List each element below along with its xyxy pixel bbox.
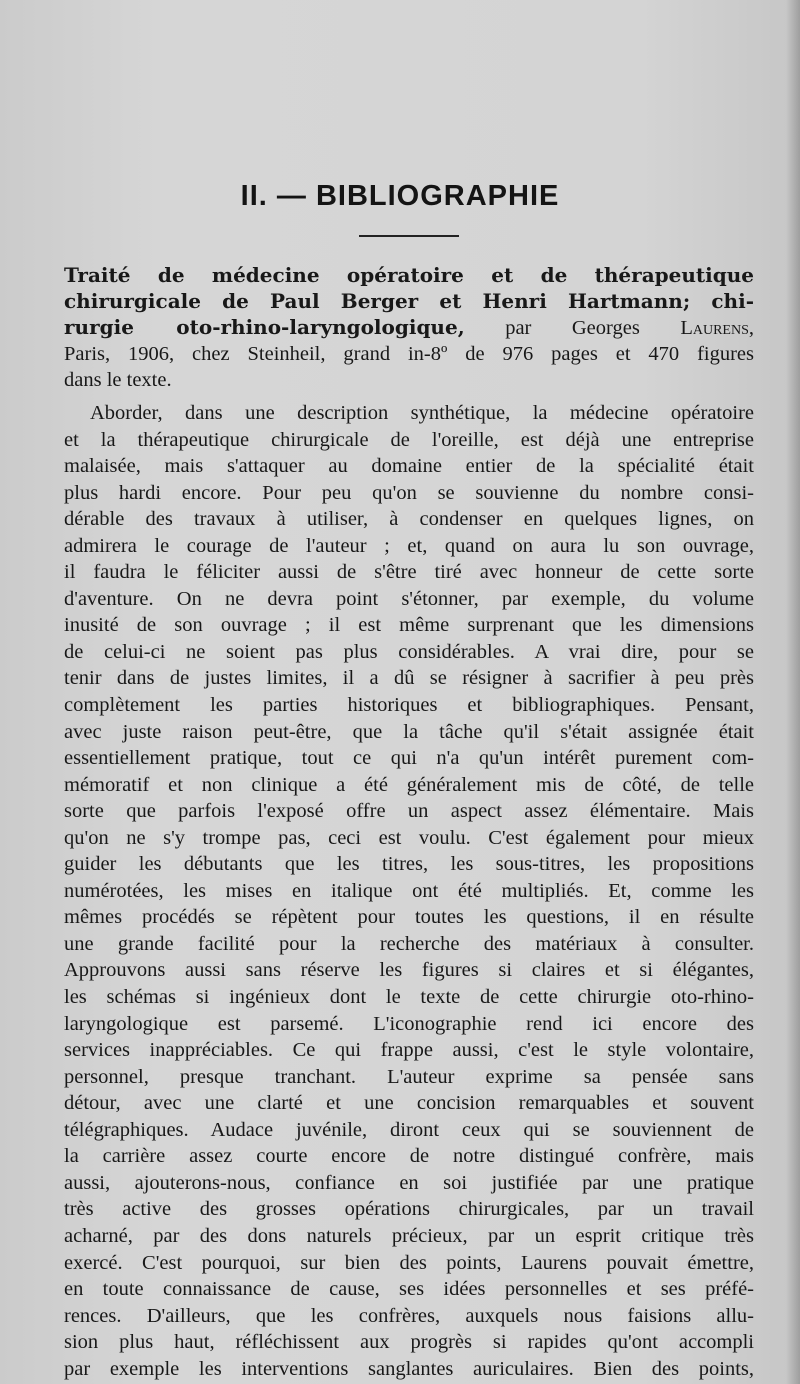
body-line: télégraphiques. Audace juvénile, diront ceux qui se souviennent de (64, 1118, 754, 1141)
bibliographic-citation (64, 262, 754, 393)
citation-line-3 (64, 314, 754, 341)
body-line: détour, avec une clarté et une concision remarquables et souvent (64, 1092, 754, 1115)
body-line: essentiellement pratique, tout ce qui n'a qu'un intérêt purement com- (64, 747, 754, 770)
body-line: mémoratif et non clinique a été généralement mis de côté, de telle (64, 773, 754, 796)
body-line: les schémas si ingénieux dont le texte de cette chirurgie oto-rhino- (64, 986, 754, 1009)
body-line: complètement les parties historiques et bibliographiques. Pensant, (64, 694, 754, 717)
heading-rule (359, 235, 459, 237)
citation-line-5: dans le texte. (64, 369, 172, 391)
body-line: sorte que parfois l'exposé offre un aspect assez élémentaire. Mais (64, 800, 754, 823)
citation-line-2: chirurgicale de Paul Berger et Henri Hartmann; chi- (64, 289, 754, 313)
body-line: et la thérapeutique chirurgicale de l'oreille, est déjà une entreprise (64, 428, 754, 451)
body-line: personnel, presque tranchant. L'auteur exprime sa pensée sans (64, 1065, 754, 1088)
body-line: une grande facilité pour la recherche des matériaux à consulter. (64, 932, 754, 955)
body-line: admirera le courage de l'auteur ; et, quand on aura lu son ouvrage, (64, 534, 754, 557)
body-line: avec juste raison peut-être, que la tâche qu'il s'était assignée était (64, 720, 754, 743)
body-line: en toute connaissance de cause, ses idées personnelles et ses préfé- (64, 1278, 754, 1301)
body-line: mêmes procédés se répètent pour toutes les questions, il en résulte (64, 906, 754, 929)
body-line: Aborder, dans une description synthétique, la médecine opératoire (90, 402, 754, 424)
citation-line-1: Traité de médecine opératoire et de thérapeutique (64, 263, 754, 287)
review-body (64, 400, 754, 1382)
body-line: Approuvons aussi sans réserve les figures si claires et si élégantes, (64, 959, 754, 982)
body-line: malaisée, mais s'attaquer au domaine entier de la spécialité était (64, 455, 754, 478)
body-line: il faudra le féliciter aussi de s'être tiré avec honneur de cette sorte (64, 561, 754, 584)
body-line: aussi, ajouterons-nous, confiance en soi justifiée par une pratique (64, 1171, 754, 1194)
body-line: dérable des travaux à utiliser, à condenser en quelques lignes, on (64, 508, 754, 531)
body-line: de celui-ci ne soient pas plus considérables. A vrai dire, pour se (64, 640, 754, 663)
body-line: plus hardi encore. Pour peu qu'on se souvienne du nombre consi- (64, 481, 754, 504)
body-line: services inappréciables. Ce qui frappe aussi, c'est le style volontaire, (64, 1039, 754, 1062)
section-heading: II. — BIBLIOGRAPHIE (240, 180, 560, 212)
body-line: sion plus haut, réfléchissent aux progrès si rapides qu'ont accompli (64, 1331, 754, 1354)
body-line: qu'on ne s'y trompe pas, ceci est voulu. C'est également pour mieux (64, 826, 754, 849)
citation-line-4: Paris, 1906, chez Steinheil, grand in-8º de 976 pages et 470 figures (64, 343, 754, 365)
body-line: guider les débutants que les titres, les sous-titres, les propositions (64, 853, 754, 876)
body-line: rences. D'ailleurs, que les confrères, auxquels nous faisions allu- (64, 1304, 754, 1327)
body-line: acharné, par des dons naturels précieux, par un esprit critique très (64, 1224, 754, 1247)
body-line: par exemple les interventions sanglantes auriculaires. Bien des points, (64, 1357, 754, 1380)
body-line: d'aventure. On ne devra point s'étonner, par exemple, du volume (64, 587, 754, 610)
body-line: numérotées, les mises en italique ont été multipliés. Et, comme les (64, 879, 754, 902)
body-line: exercé. C'est pourquoi, sur bien des points, Laurens pouvait émettre, (64, 1251, 754, 1274)
body-line: inusité de son ouvrage ; il est même surprenant que les dimensions (64, 614, 754, 637)
citation-title-end: rurgie oto-rhino-laryngologique, (64, 315, 465, 339)
body-line: la carrière assez courte encore de notre distingué confrère, mais (64, 1145, 754, 1168)
citation-author: Laurens, (680, 317, 754, 339)
citation-by: par Georges (464, 317, 681, 339)
body-line: laryngologique est parsemé. L'iconographie rend ici encore des (64, 1012, 754, 1035)
body-line: très active des grosses opérations chirurgicales, par un travail (64, 1198, 754, 1221)
body-line: tenir dans de justes limites, il a dû se résigner à sacrifier à peu près (64, 667, 754, 690)
